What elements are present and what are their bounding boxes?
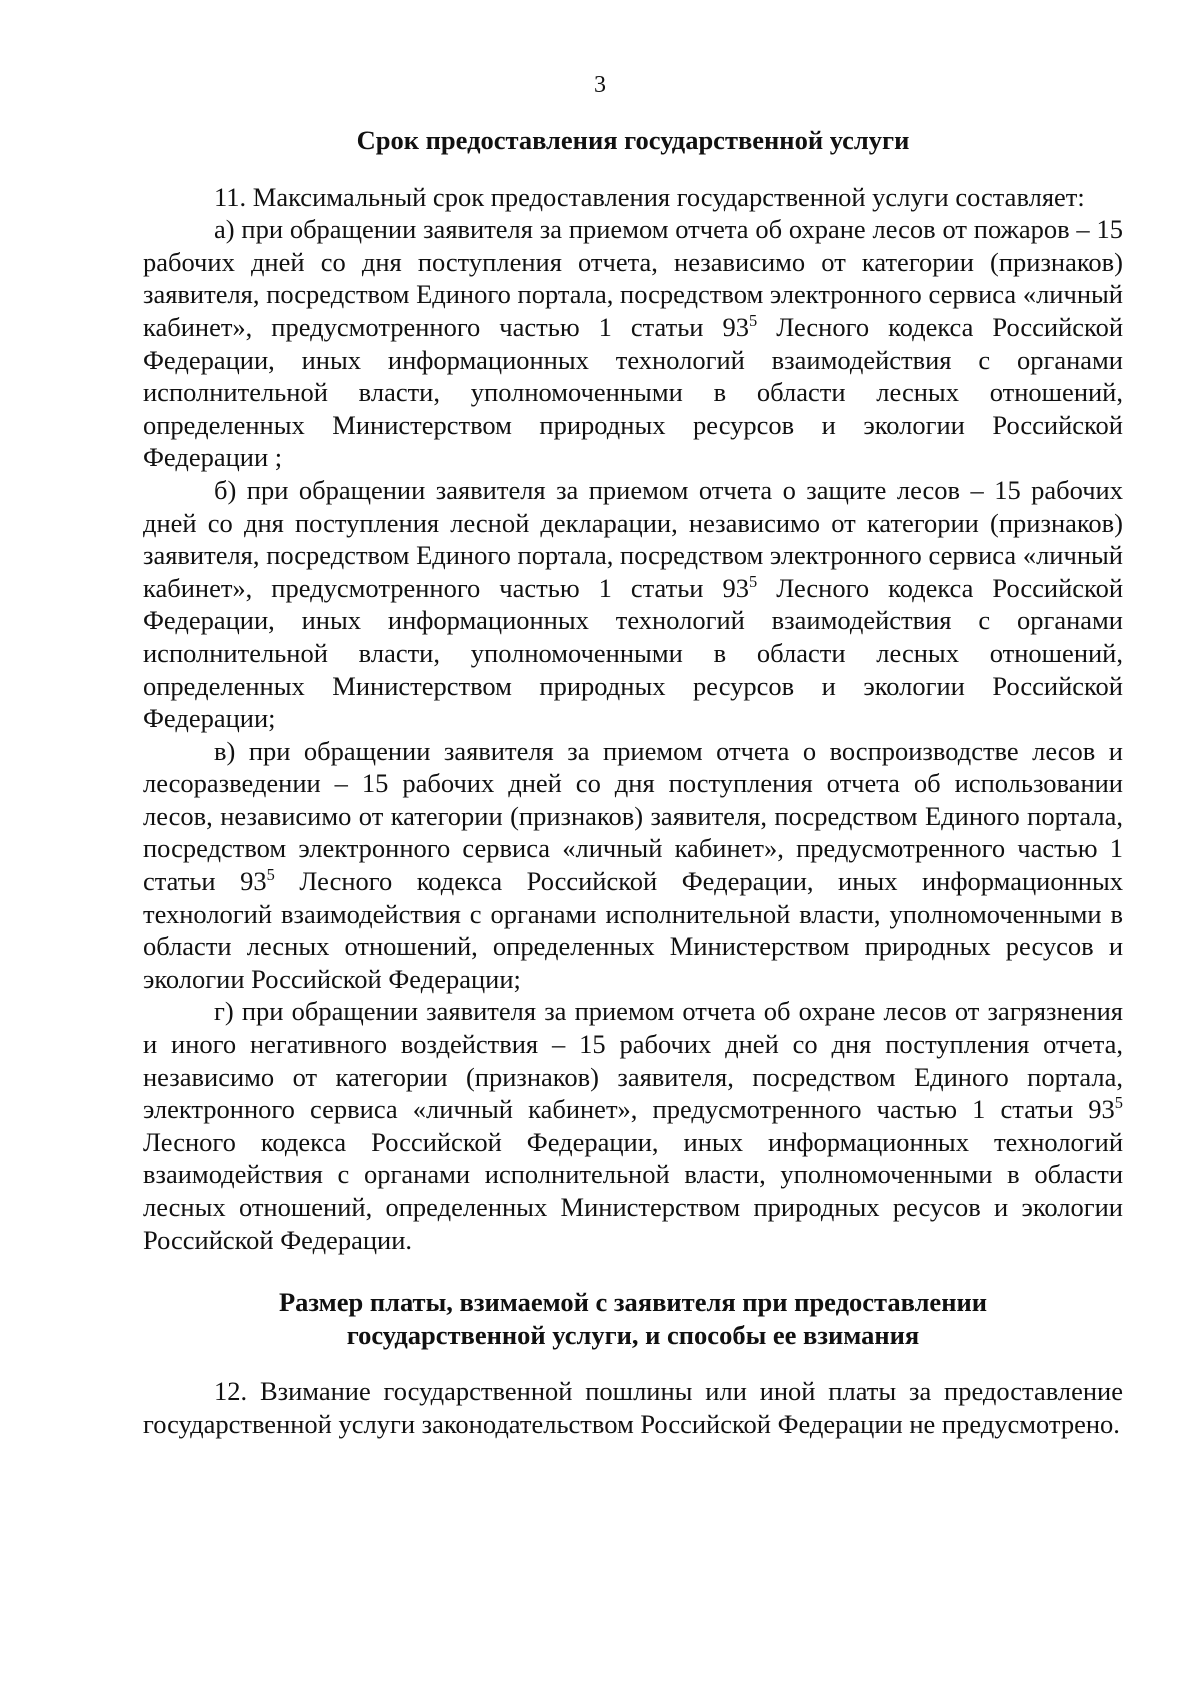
spacer [143, 1256, 1123, 1286]
paragraph-11: 11. Максимальный срок предоставления государственной услуги составляет: [214, 181, 1085, 212]
item-b-text: б) при обращении заявителя за приемом отчета о защите лесов – 15 рабочих дней со дня поступления лесной декларации, независимо от категории (признаков) заявителя, посредством Единого портала, посредством электронного сервиса «личный кабинет», предусмотренного частью 1 статьи 93 [143, 474, 1123, 603]
section-heading-term: Срок предоставления государственной услуги [356, 125, 910, 155]
section-heading-fee-line1: Размер платы, взимаемой с заявителя при предоставлении [278, 1287, 988, 1318]
item-a-text-cont: Лесного кодекса Российской Федерации, иных информационных технологий взаимодействия с органами исполнительной власти, уполномоченными в области лесных отношений, определенных Министерством природных ресурсов и экологии Российской Федерации ; [143, 311, 1124, 473]
document-body [143, 124, 1123, 1441]
section-heading-fee [143, 1286, 1123, 1351]
paragraph-11-v [143, 735, 1123, 996]
item-a-text: а) при обращении заявителя за приемом отчета об охране лесов от пожаров – 15 рабочих дней со дня поступления отчета, независимо от категории (признаков) заявителя, посредством Единого портала, посредством электронного сервиса «личный кабинет», предусмотренного частью 1 статьи 93 [143, 214, 1123, 342]
item-v-text-cont: Лесного кодекса Российской Федерации, иных информационных технологий взаимодействия с органами исполнительной власти, уполномоченными в области лесных отношений, определенных Министерством природных ресусов и экологии Российской Федерации; [143, 866, 1123, 994]
section-heading-fee-line2: государственной услуги, и способы ее взимания [346, 1319, 920, 1350]
paragraph-11-b [143, 474, 1123, 735]
item-b-text-cont: Лесного кодекса Российской Федерации, иных информационных технологий взаимодействия с органами исполнительной власти, уполномоченными в области лесных отношений, определенных Министерством природных ресурсов и экологии Российской Федерации; [143, 572, 1124, 734]
item-g-text-cont: Лесного кодекса Российской Федерации, иных информационных технологий взаимодействия с органами исполнительной власти, уполномоченными в области лесных отношений, определенных Министерством природных ресусов и экологии Российской Федерации. [143, 1126, 1123, 1255]
spacer [143, 157, 1123, 181]
paragraph-11-a [143, 213, 1123, 474]
page-number: 3 [594, 72, 606, 98]
paragraph-11-g [143, 995, 1123, 1256]
item-b-superscript: 5 [748, 571, 758, 591]
spacer [143, 1351, 1123, 1375]
item-v-superscript: 5 [266, 865, 275, 885]
paragraph-12: 12. Взимание государственной пошлины или иной платы за предоставление государственной услуги законодательством Российской Федерации не предусмотрено. [143, 1376, 1123, 1439]
item-g-superscript: 5 [1114, 1093, 1123, 1113]
item-a-superscript: 5 [748, 311, 758, 331]
item-g-text: г) при обращении заявителя за приемом отчета об охране лесов от загрязнения и иного негативного воздействия – 15 рабочих дней со дня поступления отчета, независимо от категории (признаков) заявителя, посредством Единого портала, электронного сервиса «личный кабинет», предусмотренного частью 1 статьи 93 [143, 996, 1123, 1125]
item-v-text: в) при обращении заявителя за приемом отчета о воспроизводстве лесов и лесоразведении – 15 рабочих дней со дня поступления отчета об использовании лесов, независимо от категории (признаков) заявителя, посредством Единого портала, посредством электронного сервиса «личный кабинет», предусмотренного частью 1 статьи 93 [143, 735, 1123, 897]
